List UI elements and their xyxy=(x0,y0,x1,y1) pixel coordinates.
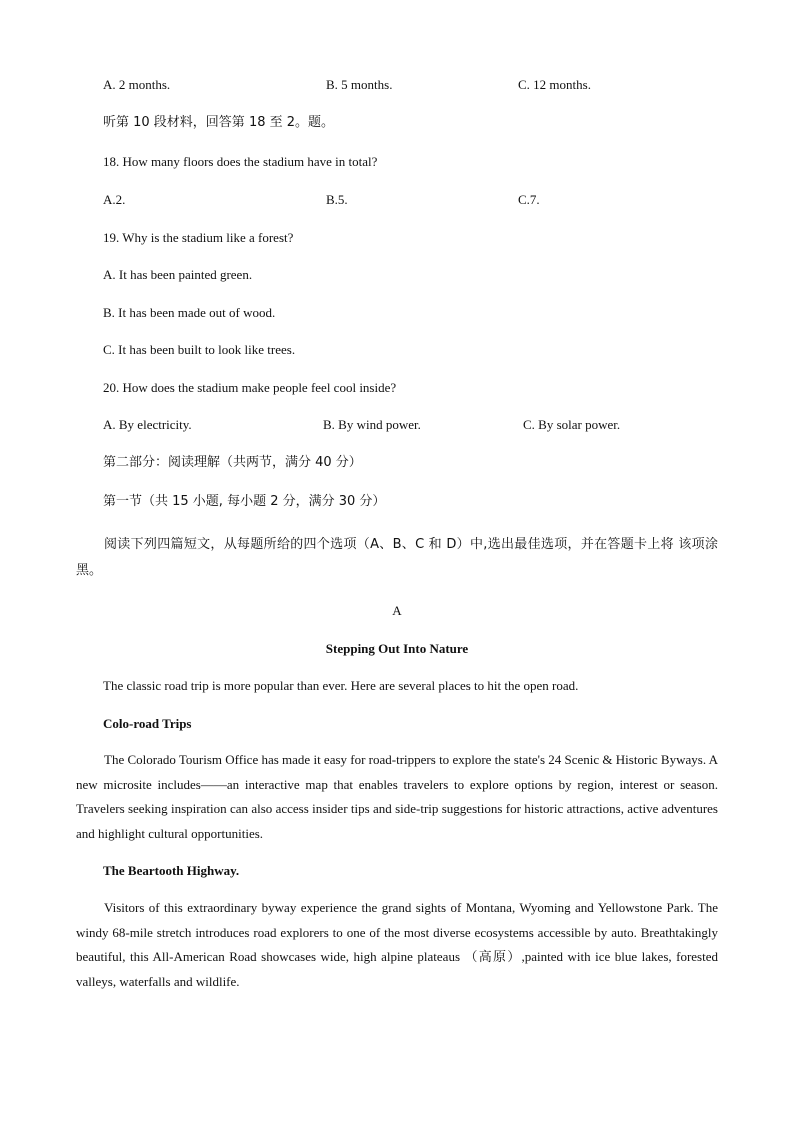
q19-question: 19. Why is the stadium like a forest? xyxy=(103,230,294,245)
subheading-beartooth-highway: The Beartooth Highway. xyxy=(103,863,240,878)
section10-instruction: 听第 10 段材料，回答第 18 至 2。题。 xyxy=(103,115,335,130)
q18-question: 18. How many floors does the stadium have in total? xyxy=(103,154,378,169)
subheading-colo-road-trips: Colo-road Trips xyxy=(103,716,192,731)
q19-option-a: A. It has been painted green. xyxy=(103,267,253,282)
q20-option-b: B. By wind power. xyxy=(323,417,421,432)
q18-option-a: A.2. xyxy=(103,192,126,207)
passage-intro: The classic road trip is more popular than ever. Here are several places to hit the open road. xyxy=(103,678,579,693)
q20-option-a: A. By electricity. xyxy=(103,417,192,432)
q18-option-b: B.5. xyxy=(326,192,348,207)
passage-letter: A xyxy=(392,603,402,618)
q17-option-c: C. 12 months. xyxy=(518,77,591,92)
paragraph-beartooth: Visitors of this extraordinary byway experience the grand sights of Montana, Wyoming and Yellowstone Park. The windy 68-mile stretch introduces road explorers to one of the most diverse ecosystems accessible by auto. Breathtakingly beautiful, this All-American Road showcases wide, high alpine plateaus （高原）,painted with ice blue lakes, forested valleys, waterfalls and wildlife. xyxy=(76,900,718,989)
paragraph-colorado: The Colorado Tourism Office has made it easy for road-trippers to explore the state's 24 Scenic & Historic Byways. A new microsite includes——an interactive map that enables travelers to explore options by region, interest or season. Travelers seeking inspiration can also access insider tips and side-trip suggestions for historic attractions, active adventures and highlight cultural opportunities. xyxy=(76,752,718,841)
reading-instruction: 阅读下列四篇短文，从每题所给的四个选项（A、B、C 和 D）中,选出最佳选项，并在答题卡上将 该项涂黑。 xyxy=(76,537,718,578)
q20-option-c: C. By solar power. xyxy=(523,417,621,432)
q17-option-a: A. 2 months. xyxy=(103,77,171,92)
q19-option-b: B. It has been made out of wood. xyxy=(103,305,276,320)
q20-question: 20. How does the stadium make people feel cool inside? xyxy=(103,380,397,395)
q17-option-b: B. 5 months. xyxy=(326,77,393,92)
part2-heading: 第二部分：阅读理解（共两节，满分 40 分） xyxy=(103,455,362,470)
section1-heading: 第一节（共 15 小题, 每小题 2 分，满分 30 分） xyxy=(103,494,386,509)
q19-option-c: C. It has been built to look like trees. xyxy=(103,342,296,357)
q18-option-c: C.7. xyxy=(518,192,540,207)
passage-title: Stepping Out Into Nature xyxy=(325,641,469,656)
